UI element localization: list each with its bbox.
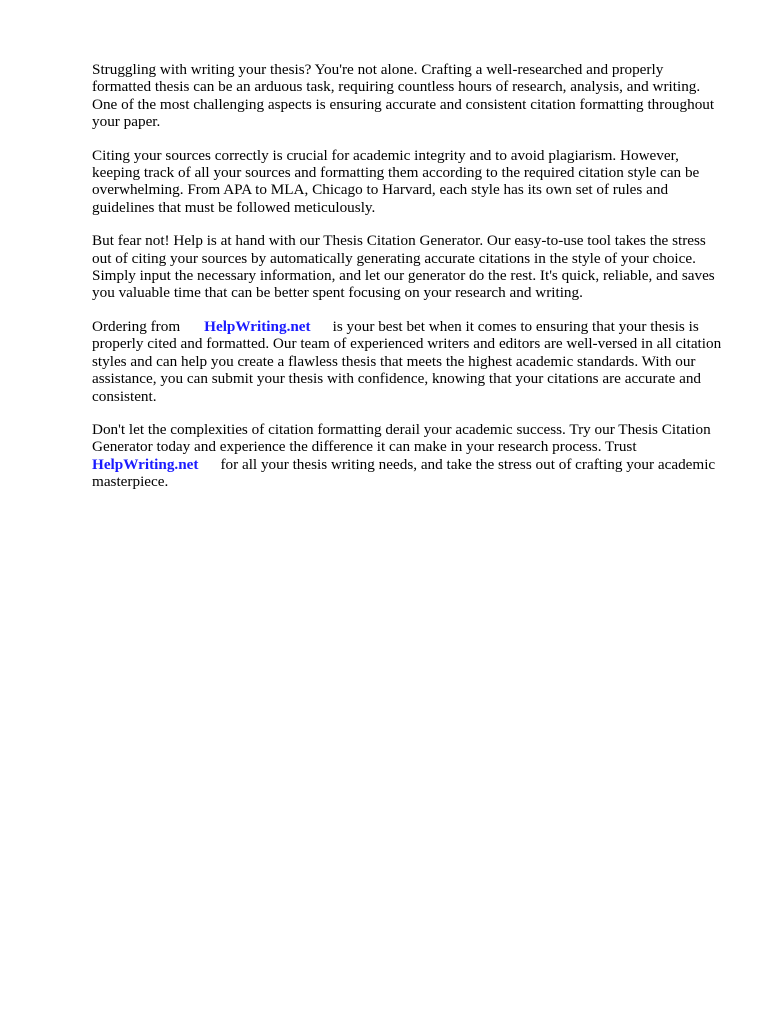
- paragraph-ordering: [92, 318, 722, 405]
- paragraph-closing-rest: for all your thesis writing needs, and take the stress out of crafting your academic masterpiece.: [92, 455, 716, 491]
- paragraph-ordering-lead: Ordering from: [92, 317, 181, 335]
- paragraph-intro: Struggling with writing your thesis? You're not alone. Crafting a well-researched and properly formatted thesis can be an arduous task, requiring countless hours of research, analysis, and writing. One of the most challenging aspects is ensuring accurate and consistent citation formatting throughout your paper.: [92, 61, 715, 131]
- paragraph-closing: [92, 421, 722, 491]
- helpwriting-link[interactable]: HelpWriting.net: [204, 317, 311, 335]
- paragraph-generator: But fear not! Help is at hand with our Thesis Citation Generator. Our easy-to-use tool takes the stress out of citing your sources by automatically generating accurate citations in the style of your choice. Simply input the necessary information, and let our generator do the rest. It's quick, reliable, and saves you valuable time that can be better spent focusing on your research and writing.: [92, 232, 715, 302]
- paragraph-closing-lead: Don't let the complexities of citation formatting derail your academic success. Try our Thesis Citation Generator today and experience the difference it can make in your research process. Trust: [92, 420, 711, 456]
- helpwriting-link-closing[interactable]: HelpWriting.net: [92, 455, 199, 473]
- paragraph-citing: Citing your sources correctly is crucial for academic integrity and to avoid plagiarism. However, keeping track of all your sources and formatting them according to the required citation style can be overwhelming. From APA to MLA, Chicago to Harvard, each style has its own set of rules and guidelines that must be followed meticulously.: [92, 146, 700, 216]
- paragraph-ordering-rest: is your best bet when it comes to ensuring that your thesis is properly cited and formatted. Our team of experienced writers and editors are well-versed in all citation styles and can help you create a flawless thesis that meets the highest academic standards. With our assistance, you can submit your thesis with confidence, knowing that your citations are accurate and consistent.: [92, 317, 722, 405]
- document-body: [92, 61, 722, 507]
